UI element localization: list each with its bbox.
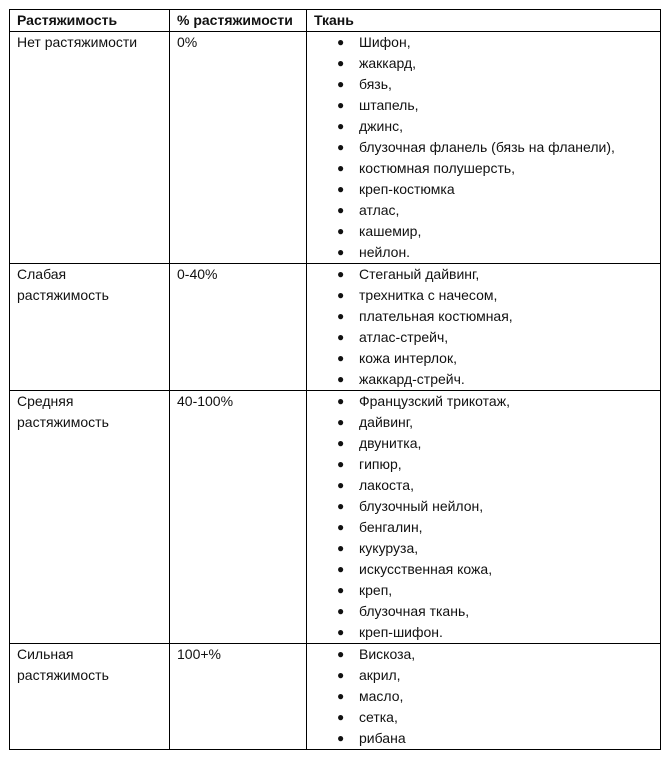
stretch-category-cell — [10, 32, 170, 264]
fabric-name: масло, — [359, 688, 404, 704]
fabric-name: Стеганый дайвинг, — [359, 266, 480, 282]
stretch-category-text: растяжимость — [17, 414, 109, 430]
fabric-list-item — [307, 665, 660, 686]
bullet-icon: ● — [337, 224, 345, 238]
stretch-category-text: Нет растяжимости — [17, 34, 138, 50]
fabric-list-item — [307, 95, 660, 116]
fabric-list-item — [307, 601, 660, 622]
fabric-list-item — [307, 391, 660, 412]
fabric-list-item — [307, 644, 660, 665]
fabric-list-item — [307, 517, 660, 538]
fabric-name: бязь, — [359, 76, 392, 92]
fabric-list-item — [307, 158, 660, 179]
fabric-name: трехнитка с начесом, — [359, 287, 498, 303]
fabric-name: штапель, — [359, 97, 419, 113]
fabric-list-item — [307, 137, 660, 158]
bullet-icon: ● — [337, 161, 345, 175]
fabric-list-cell — [307, 264, 661, 391]
bullet-icon: ● — [337, 457, 345, 471]
stretch-percent-cell: 100+% — [170, 644, 307, 750]
fabric-list-item — [307, 728, 660, 749]
bullet-icon: ● — [337, 98, 345, 112]
fabric-list-item — [307, 622, 660, 643]
fabric-name: Шифон, — [359, 34, 411, 50]
fabric-name: плательная костюмная, — [359, 308, 513, 324]
fabric-name: блузочная ткань, — [359, 603, 470, 619]
fabric-list-cell — [307, 32, 661, 264]
fabric-name: двунитка, — [359, 435, 422, 451]
bullet-icon: ● — [337, 56, 345, 70]
fabric-list-item — [307, 496, 660, 517]
stretch-category-cell — [10, 391, 170, 644]
fabric-list-item — [307, 200, 660, 221]
table-row — [10, 644, 661, 750]
bullet-icon: ● — [337, 689, 345, 703]
bullet-icon: ● — [337, 625, 345, 639]
bullet-icon: ● — [337, 288, 345, 302]
fabric-list-item — [307, 412, 660, 433]
fabric-list-cell — [307, 644, 661, 750]
fabric-name: искусственная кожа, — [359, 561, 493, 577]
fabric-list — [307, 264, 660, 390]
fabric-list-item — [307, 475, 660, 496]
bullet-icon: ● — [337, 330, 345, 344]
fabric-list — [307, 391, 660, 643]
bullet-icon: ● — [337, 541, 345, 555]
fabric-name: Вискоза, — [359, 646, 416, 662]
bullet-icon: ● — [337, 731, 345, 745]
fabric-list-item — [307, 559, 660, 580]
bullet-icon: ● — [337, 562, 345, 576]
fabric-name: сетка, — [359, 709, 398, 725]
bullet-icon: ● — [337, 119, 345, 133]
fabric-list-item — [307, 306, 660, 327]
header-fabric: Ткань — [307, 10, 661, 32]
fabric-name: костюмная полушерсть, — [359, 160, 516, 176]
fabric-name: креп, — [359, 582, 393, 598]
table-row — [10, 264, 661, 391]
bullet-icon: ● — [337, 182, 345, 196]
stretch-table — [9, 9, 661, 750]
fabric-name: дайвинг, — [359, 414, 414, 430]
bullet-icon: ● — [337, 35, 345, 49]
fabric-name: атлас, — [359, 202, 400, 218]
fabric-list-item — [307, 53, 660, 74]
fabric-list-item — [307, 32, 660, 53]
bullet-icon: ● — [337, 436, 345, 450]
stretch-category-cell — [10, 264, 170, 391]
stretch-percent-cell: 40-100% — [170, 391, 307, 644]
fabric-list-item — [307, 580, 660, 601]
fabric-list-item — [307, 707, 660, 728]
fabric-list-item — [307, 221, 660, 242]
bullet-icon: ● — [337, 77, 345, 91]
bullet-icon: ● — [337, 710, 345, 724]
fabric-name: блузочный нейлон, — [359, 498, 484, 514]
fabric-list-item — [307, 327, 660, 348]
fabric-name: кожа интерлок, — [359, 350, 457, 366]
header-stretch: Растяжимость — [10, 10, 170, 32]
bullet-icon: ● — [337, 668, 345, 682]
fabric-list-item — [307, 348, 660, 369]
table-row — [10, 32, 661, 264]
bullet-icon: ● — [337, 604, 345, 618]
stretch-category-text: Сильная — [17, 646, 74, 662]
stretch-category-text: растяжимость — [17, 287, 109, 303]
fabric-name: бенгалин, — [359, 519, 423, 535]
bullet-icon: ● — [337, 140, 345, 154]
fabric-list-cell — [307, 391, 661, 644]
bullet-icon: ● — [337, 394, 345, 408]
fabric-name: лакоста, — [359, 477, 414, 493]
bullet-icon: ● — [337, 499, 345, 513]
stretch-category-text: Слабая — [17, 266, 67, 282]
bullet-icon: ● — [337, 520, 345, 534]
fabric-list-item — [307, 433, 660, 454]
bullet-icon: ● — [337, 372, 345, 386]
table-row — [10, 391, 661, 644]
fabric-name: жаккард-стрейч. — [359, 371, 465, 387]
fabric-list-item — [307, 538, 660, 559]
stretch-category-text: Средняя — [17, 393, 74, 409]
stretch-category-text: растяжимость — [17, 667, 109, 683]
fabric-name: акрил, — [359, 667, 401, 683]
fabric-list-item — [307, 369, 660, 390]
fabric-name: жаккард, — [359, 55, 417, 71]
bullet-icon: ● — [337, 351, 345, 365]
fabric-name: рибана — [359, 730, 406, 746]
bullet-icon: ● — [337, 478, 345, 492]
fabric-name: гипюр, — [359, 456, 402, 472]
fabric-name: блузочная фланель (бязь на фланели), — [359, 139, 615, 155]
fabric-name: креп-костюмка — [359, 181, 455, 197]
fabric-list-item — [307, 116, 660, 137]
fabric-list-item — [307, 264, 660, 285]
fabric-name: Французский трикотаж, — [359, 393, 510, 409]
bullet-icon: ● — [337, 309, 345, 323]
fabric-list — [307, 644, 660, 749]
fabric-name: кашемир, — [359, 223, 422, 239]
stretch-percent-cell: 0% — [170, 32, 307, 264]
fabric-list-item — [307, 179, 660, 200]
bullet-icon: ● — [337, 415, 345, 429]
stretch-category-cell — [10, 644, 170, 750]
bullet-icon: ● — [337, 203, 345, 217]
fabric-name: атлас-стрейч, — [359, 329, 449, 345]
bullet-icon: ● — [337, 647, 345, 661]
header-row — [10, 10, 661, 32]
fabric-name: кукуруза, — [359, 540, 419, 556]
bullet-icon: ● — [337, 267, 345, 281]
fabric-list-item — [307, 454, 660, 475]
fabric-name: нейлон. — [359, 244, 411, 260]
fabric-name: джинс, — [359, 118, 403, 134]
header-percent: % растяжимости — [170, 10, 307, 32]
fabric-list-item — [307, 285, 660, 306]
fabric-list-item — [307, 242, 660, 263]
fabric-list — [307, 32, 660, 263]
bullet-icon: ● — [337, 583, 345, 597]
fabric-list-item — [307, 686, 660, 707]
fabric-name: креп-шифон. — [359, 624, 443, 640]
bullet-icon: ● — [337, 245, 345, 259]
stretch-percent-cell: 0-40% — [170, 264, 307, 391]
fabric-list-item — [307, 74, 660, 95]
